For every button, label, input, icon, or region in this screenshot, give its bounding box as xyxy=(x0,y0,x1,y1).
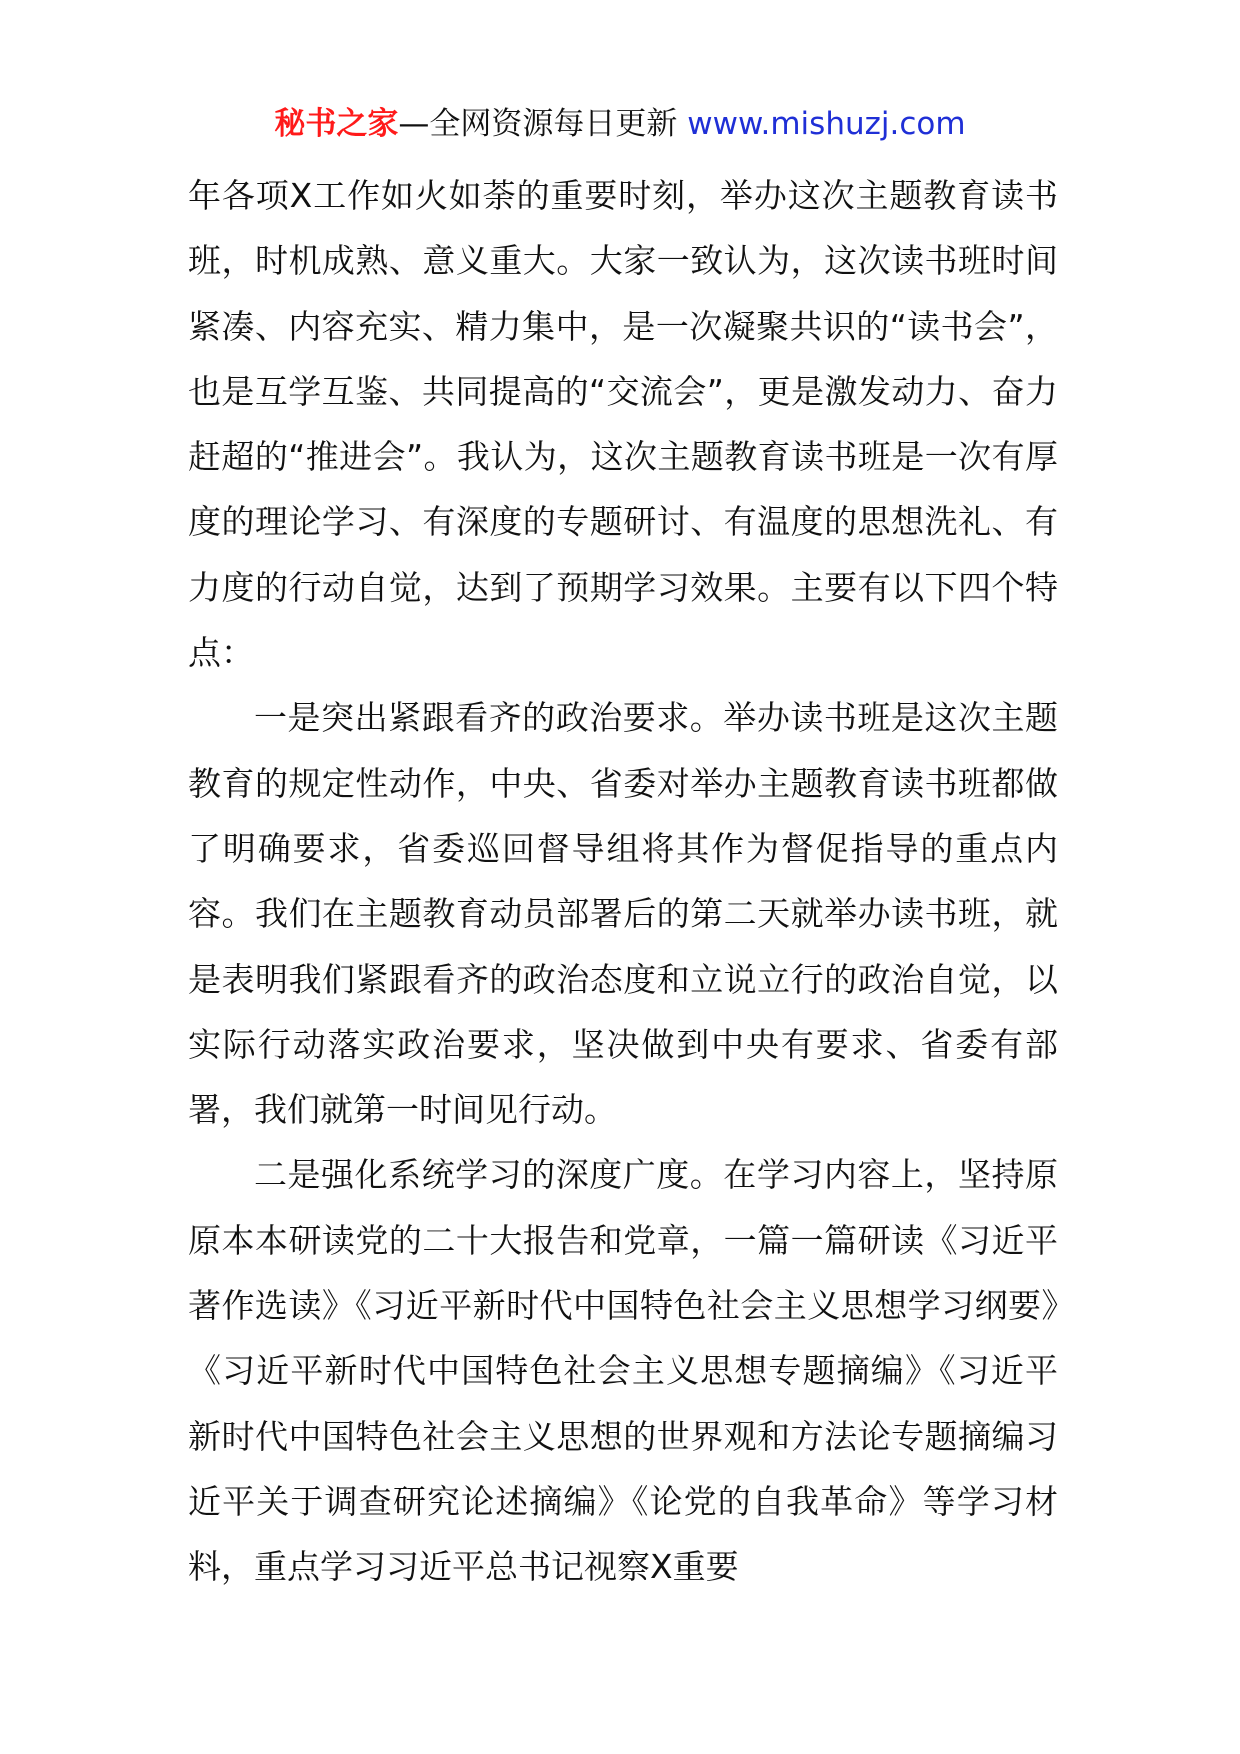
paragraph-1: 年各项X工作如火如荼的重要时刻，举办这次主题教育读书班，时机成熟、意义重大。大家一致认为，这次读书班时间紧凑、内容充实、精力集中，是一次凝聚共识的“读书会”，也是互学互鉴、共同提高的“交流会”，更是激发动力、奋力赶超的“推进会”。我认为，这次主题教育读书班是一次有厚度的理论学习、有深度的专题研讨、有温度的思想洗礼、有力度的行动自觉，达到了预期学习效果。主要有以下四个特点： xyxy=(188,176,1058,673)
paragraph-3: 二是强化系统学习的深度广度。在学习内容上，坚持原原本本研读党的二十大报告和党章，一篇一篇研读《习近平著作选读》《习近平新时代中国特色社会主义思想学习纲要》《习近平新时代中国特色社会主义思想专题摘编》《习近平新时代中国特色社会主义思想的世界观和方法论专题摘编习近平关于调查研究论述摘编》《论党的自我革命》等学习材料，重点学习习近平总书记视察X重要 xyxy=(188,1155,1058,1587)
header-tagline: —全网资源每日更新 xyxy=(398,106,678,142)
page-header xyxy=(0,100,1240,148)
paragraph-2: 一是突出紧跟看齐的政治要求。举办读书班是这次主题教育的规定性动作，中央、省委对举办主题教育读书班都做了明确要求，省委巡回督导组将其作为督促指导的重点内容。我们在主题教育动员部署后的第二天就举办读书班，就是表明我们紧跟看齐的政治态度和立说立行的政治自觉，以实际行动落实政治要求，坚决做到中央有要求、省委有部署，我们就第一时间见行动。 xyxy=(188,698,1058,1130)
document-body xyxy=(188,163,1058,1600)
header-brand: 秘书之家 xyxy=(274,106,399,142)
header-site-url[interactable]: www.mishuzj.com xyxy=(687,106,966,142)
